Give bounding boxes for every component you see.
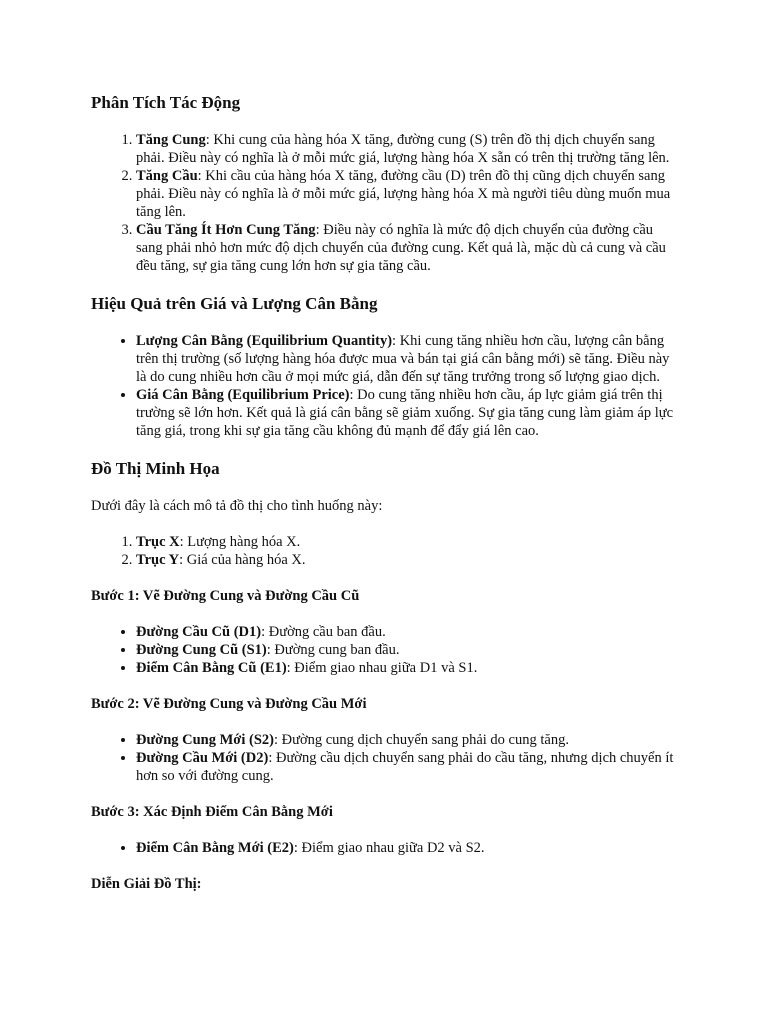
impact-list — [91, 131, 683, 275]
list-item-term: Lượng Cân Bằng (Equilibrium Quantity) — [136, 333, 393, 349]
list-item-text: : Khi cầu của hàng hóa X tăng, đường cầu (D) trên đồ thị cũng dịch chuyển sang phải. Điều này có nghĩa là ở mỗi mức giá, lượng hàng hóa X mà người tiêu dùng muốn mua tăng lên. — [136, 168, 671, 220]
list-item — [136, 332, 683, 386]
list-item-text: : Do cung tăng nhiều hơn cầu, áp lực giảm giá trên thị trường sẽ lớn hơn. Kết quả là giá cân bằng sẽ giảm xuống. Sự gia tăng cung làm giảm áp lực tăng giá, trong khi sự gia tăng cầu không đủ mạnh để đẩy giá lên cao. — [136, 387, 674, 439]
axes-list — [91, 533, 683, 569]
list-item-term: Điểm Cân Bằng Cũ (E1) — [136, 660, 287, 676]
list-item-term: Đường Cung Cũ (S1) — [136, 642, 267, 658]
list-item — [136, 221, 683, 275]
list-item-term: Trục Y — [136, 552, 180, 568]
list-item — [136, 533, 683, 551]
list-item-text: : Khi cung tăng nhiều hơn cầu, lượng cân bằng trên thị trường (số lượng hàng hóa được mua và bán tại giá cân bằng mới) sẽ tăng. Điều này là do cung nhiều hơn cầu ở mọi mức giá, dẫn đến sự tăng trưởng trong số lượng giao dịch. — [136, 333, 670, 385]
list-item-text: : Khi cung của hàng hóa X tăng, đường cung (S) trên đồ thị dịch chuyển sang phải. Điều này có nghĩa là ở mỗi mức giá, lượng hàng hóa X sẵn có trên thị trường tăng lên. — [136, 132, 670, 166]
list-item-term: Giá Cân Bằng (Equilibrium Price) — [136, 387, 350, 403]
graph-intro: Dưới đây là cách mô tả đồ thị cho tình huống này: — [91, 498, 383, 514]
list-item-text: : Đường cầu ban đầu. — [261, 624, 386, 640]
list-item — [136, 131, 683, 167]
list-item-text: : Giá của hàng hóa X. — [179, 552, 306, 568]
list-item — [136, 641, 683, 659]
list-item-text: : Điều này có nghĩa là mức độ dịch chuyển của đường cầu sang phải nhỏ hơn mức độ dịch chuyển của đường cung. Kết quả là, mặc dù cả cung và cầu đều tăng, sự gia tăng cung lớn hơn sự gia tăng cầu. — [136, 222, 666, 274]
list-item — [136, 167, 683, 221]
section-title-illustrative-graph: Đồ Thị Minh Họa — [91, 459, 220, 478]
list-item — [136, 386, 683, 440]
list-item-text: : Điểm giao nhau giữa D1 và S1. — [286, 660, 478, 676]
step-1-list — [91, 623, 683, 677]
list-item-term: Đường Cung Mới (S2) — [136, 732, 274, 748]
list-item — [136, 749, 683, 785]
list-item-text: : Lượng hàng hóa X. — [179, 534, 301, 550]
list-item-term: Đường Cầu Cũ (D1) — [136, 624, 262, 640]
list-item — [136, 731, 683, 749]
list-item-term: Tăng Cầu — [136, 168, 198, 184]
list-item-term: Trục X — [136, 534, 180, 550]
step-2-title: Bước 2: Vẽ Đường Cung và Đường Cầu Mới — [91, 696, 367, 712]
list-item — [136, 659, 683, 677]
list-item-text: : Đường cầu dịch chuyển sang phải do cầu tăng, nhưng dịch chuyển ít hơn so với đường cung. — [136, 750, 674, 784]
step-2-list — [91, 731, 683, 785]
list-item-text: : Đường cung ban đầu. — [266, 642, 400, 658]
section-title-impact-analysis: Phân Tích Tác Động — [91, 93, 241, 112]
step-3-list — [91, 839, 683, 857]
step-1-title: Bước 1: Vẽ Đường Cung và Đường Cầu Cũ — [91, 588, 360, 604]
list-item-term: Đường Cầu Mới (D2) — [136, 750, 269, 766]
graph-interpretation-title: Diễn Giải Đồ Thị: — [91, 876, 202, 892]
section-title-equilibrium-effects: Hiệu Quả trên Giá và Lượng Cân Bằng — [91, 294, 378, 313]
list-item — [136, 839, 683, 857]
list-item-text: : Đường cung dịch chuyển sang phải do cung tăng. — [273, 732, 569, 748]
list-item — [136, 551, 683, 569]
list-item-term: Tăng Cung — [136, 132, 206, 148]
list-item — [136, 623, 683, 641]
list-item-term: Điểm Cân Bằng Mới (E2) — [136, 840, 294, 856]
effects-list — [91, 332, 683, 440]
list-item-text: : Điểm giao nhau giữa D2 và S2. — [293, 840, 485, 856]
list-item-term: Cầu Tăng Ít Hơn Cung Tăng — [136, 222, 316, 238]
document-page — [91, 92, 683, 893]
step-3-title: Bước 3: Xác Định Điểm Cân Bằng Mới — [91, 804, 333, 820]
